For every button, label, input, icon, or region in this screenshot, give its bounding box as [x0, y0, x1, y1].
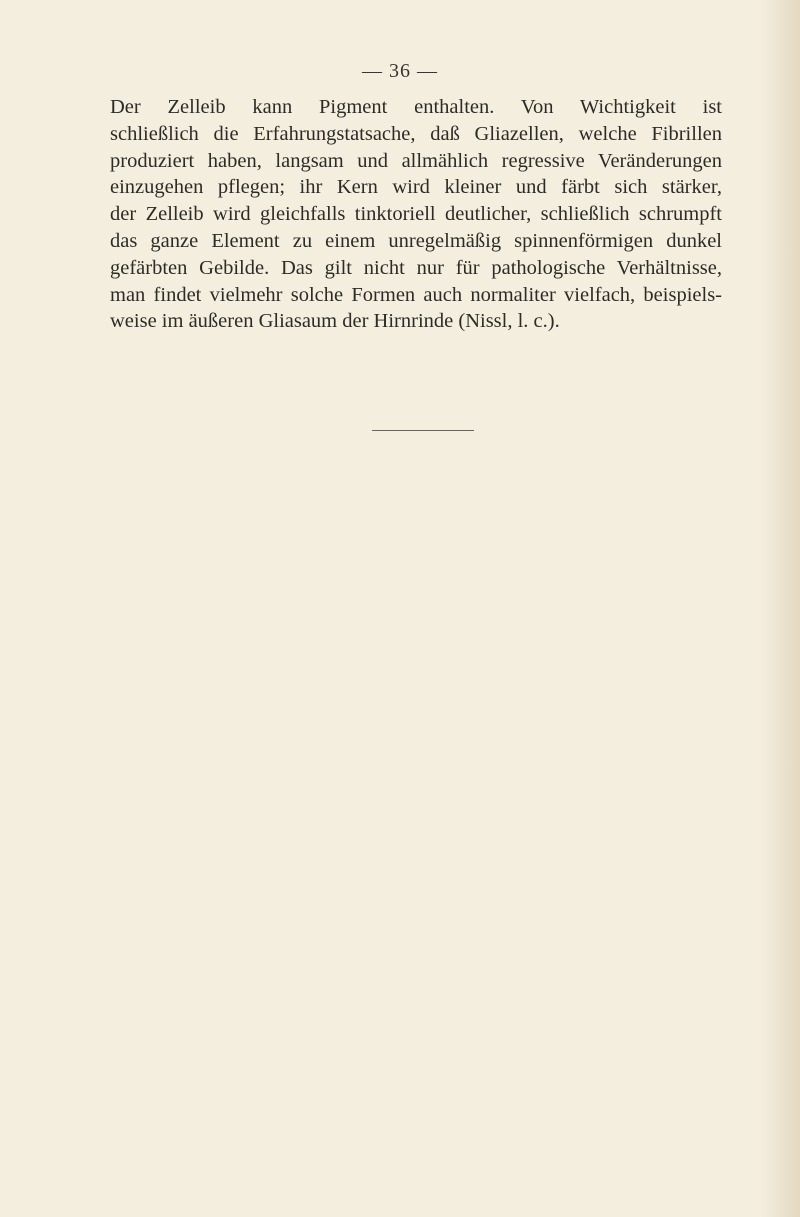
section-divider	[372, 430, 474, 431]
paragraph-line: schließlich die Erfahrungstatsache, daß Gliazellen, welche Fibrillen	[110, 122, 722, 145]
paragraph-line: produziert haben, langsam und allmählich regressive Veränderungen	[110, 149, 722, 172]
page-number: — 36 —	[362, 60, 438, 82]
paragraph-line: das ganze Element zu einem unregelmäßig spinnenförmigen dunkel	[110, 229, 722, 252]
paragraph-line: gefärbten Gebilde. Das gilt nicht nur für pathologische Verhältnisse,	[110, 256, 722, 279]
page-edge-shadow	[760, 0, 800, 1217]
paragraph-line: der Zelleib wird gleichfalls tinktoriell deutlicher, schließlich schrumpft	[110, 203, 722, 226]
paragraph-line: einzugehen pflegen; ihr Kern wird kleiner und färbt sich stärker,	[110, 176, 722, 199]
body-paragraph	[110, 94, 722, 335]
paragraph-line: weise im äußeren Gliasaum der Hirnrinde (Nissl, l. c.).	[110, 310, 560, 333]
paragraph-line: man findet vielmehr solche Formen auch normaliter vielfach, beispiels-	[110, 283, 722, 306]
paragraph-line: Der Zelleib kann Pigment enthalten. Von Wichtigkeit ist	[110, 96, 722, 118]
